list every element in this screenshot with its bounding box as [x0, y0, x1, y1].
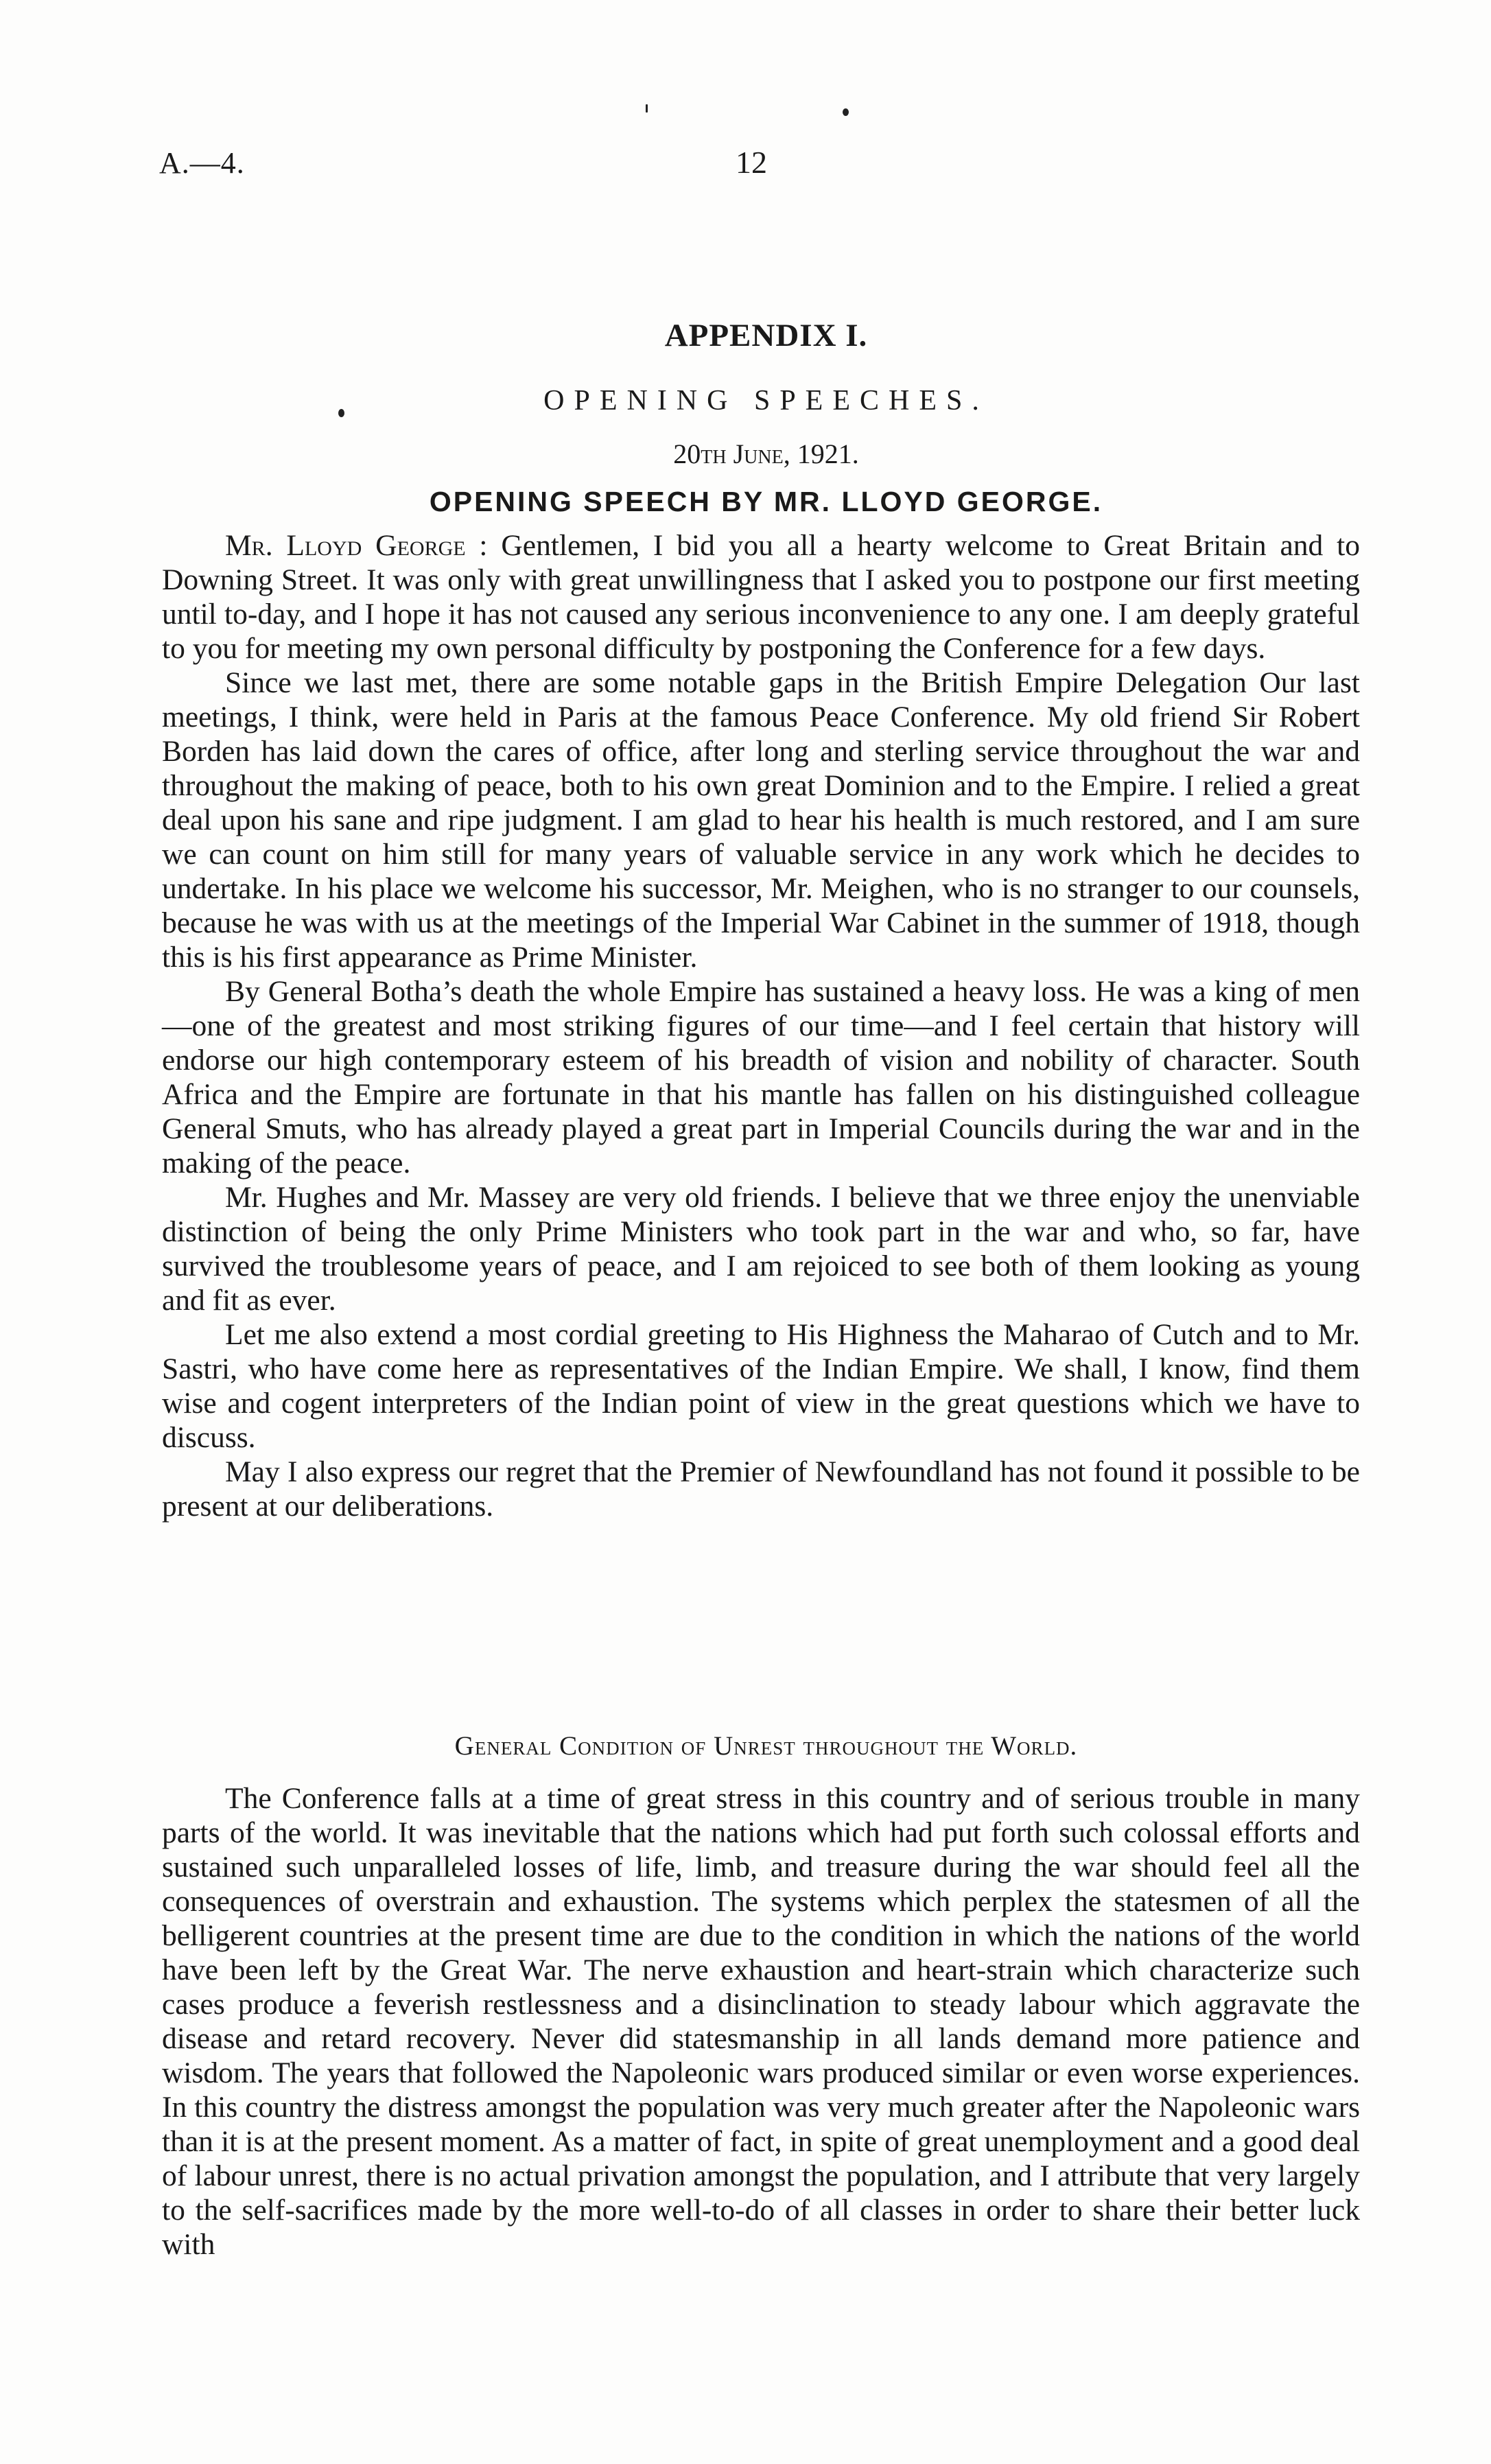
- speech-body: [162, 528, 1360, 1523]
- scan-speck: [646, 104, 648, 113]
- appendix-title: APPENDIX I.: [664, 318, 868, 353]
- section-body: [162, 1781, 1360, 2262]
- speech-date: 20th June, 1921.: [673, 438, 859, 469]
- paragraph: May I also express our regret that the Premier of Newfoundland has not found it possible to be present at our deliberations.: [162, 1455, 1360, 1523]
- scan-speck: [843, 108, 849, 116]
- paragraph: [162, 528, 1360, 666]
- paragraph: By General Botha’s death the whole Empire has sustained a heavy loss. He was a king of men—one of the greatest and most striking figures of our time—and I feel certain that history will endorse our high contemporary esteem of his breadth of vision and nobility of character. South Africa and the Empire are fortunate in that his mantle has fallen on his distinguished colleague General Smuts, who has already played a great part in Imperial Councils during the war and in the making of the peace.: [162, 975, 1360, 1180]
- paragraph: Since we last met, there are some notable gaps in the British Empire Delegation Our last meetings, I think, were held in Paris at the famous Peace Conference. My old friend Sir Robert Borden has laid down the cares of office, after long and sterling service throughout the war and throughout the making of peace, both to his own great Dominion and to the Empire. I relied a great deal upon his sane and ripe judgment. I am glad to hear his health is much restored, and I am sure we can count on him still for many years of valuable service in any work which he decides to undertake. In his place we welcome his successor, Mr. Meighen, who is no stranger to our counsels, because he was with us at the meetings of the Imperial War Cabinet in the summer of 1918, though this is his first appearance as Prime Minister.: [162, 666, 1360, 974]
- paragraph-text: Gentlemen, I bid you all a hearty welcome to Great Britain and to Downing Street. It was only with great unwillingness that I asked you to postpone our first meeting until to-day, and I hope it has not caused any serious inconvenience to any one. I am deeply grateful to you for meeting my own personal difficulty by postponing the Conference for a few days.: [162, 529, 1360, 665]
- appendix-subtitle: OPENING SPEECHES.: [543, 385, 989, 416]
- speaker-name: Mr. Lloyd George :: [225, 529, 488, 562]
- page-number: 12: [736, 145, 767, 180]
- paragraph: The Conference falls at a time of great stress in this country and of serious trouble in many parts of the world. It was inevitable that the nations which had put forth such colossal efforts and sustained such unparalleled losses of life, limb, and treasure during the war should feel all the consequences of overstrain and exhaustion. The systems which perplex the statesmen of all the belligerent countries at the present time are due to the condition in which the nations of the world have been left by the Great War. The nerve exhaustion and heart-strain which characterize such cases produce a feverish restlessness and a disinclination to steady labour which aggravate the disease and retard recovery. Never did statesmanship in all lands demand more patience and wisdom. The years that followed the Napoleonic wars produced similar or even worse experiences. In this country the distress amongst the population was very much greater after the Napoleonic wars than it is at the present moment. As a matter of fact, in spite of great unemployment and a good deal of labour unrest, there is no actual privation amongst the population, and I attribute that very largely to the self-sacrifices made by the more well-to-do of all classes in order to share their better luck with: [162, 1782, 1360, 2261]
- document-reference: A.—4.: [159, 146, 245, 180]
- speech-heading: OPENING SPEECH BY MR. LLOYD GEORGE.: [429, 486, 1103, 517]
- paragraph: Mr. Hughes and Mr. Massey are very old friends. I believe that we three enjoy the unenviable distinction of being the only Prime Ministers who took part in the war and who, so far, have survived the troublesome years of peace, and I am rejoiced to see both of them looking as young and fit as ever.: [162, 1181, 1360, 1317]
- paragraph: Let me also extend a most cordial greeting to His Highness the Maharao of Cutch and to Mr. Sastri, who have come here as representatives of the Indian Empire. We shall, I know, find them wise and cogent interpreters of the Indian point of view in the great questions which we have to discuss.: [162, 1318, 1360, 1454]
- section-heading: General Condition of Unrest throughout the World.: [454, 1731, 1078, 1761]
